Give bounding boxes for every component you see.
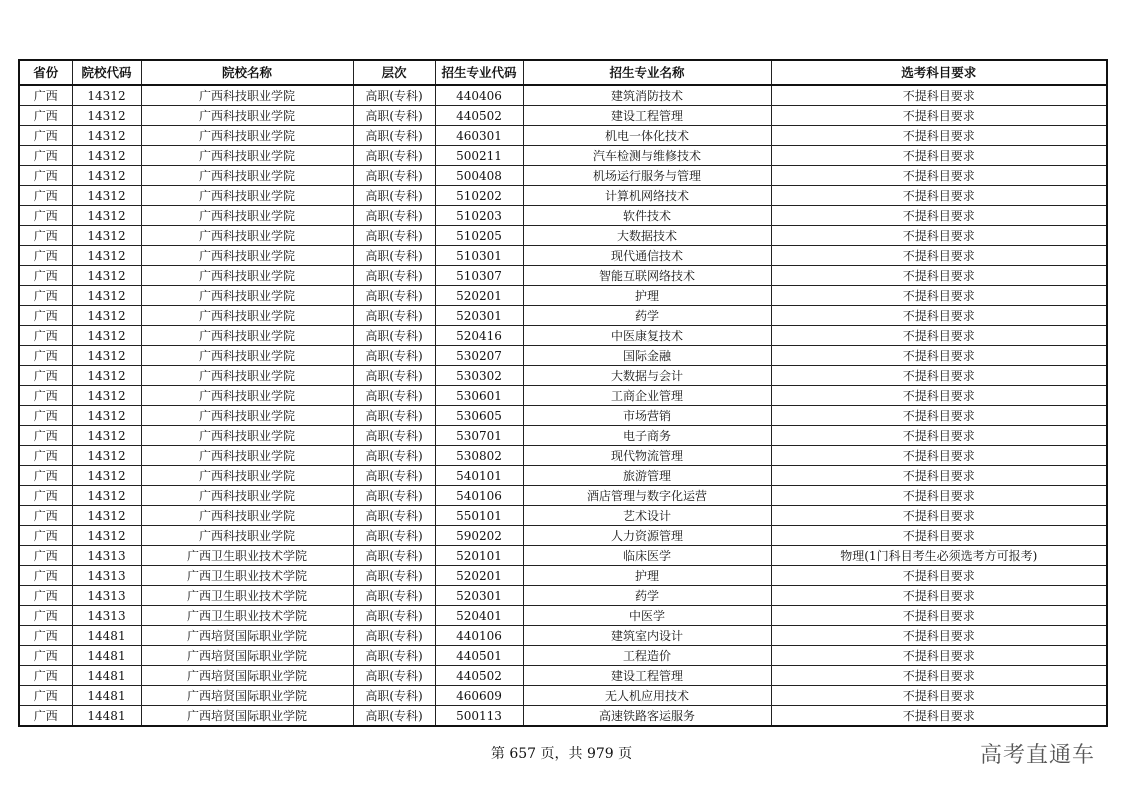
cell-level: 高职(专科) — [353, 306, 435, 326]
cell-subject-requirement: 不提科目要求 — [771, 266, 1107, 286]
cell-school-code: 14312 — [72, 366, 141, 386]
cell-subject-requirement: 不提科目要求 — [771, 606, 1107, 626]
cell-subject-requirement: 不提科目要求 — [771, 626, 1107, 646]
table-row — [19, 326, 1107, 346]
cell-major-code: 520416 — [435, 326, 523, 346]
cell-school-code: 14312 — [72, 286, 141, 306]
cell-subject-requirement: 不提科目要求 — [771, 586, 1107, 606]
cell-province: 广西 — [19, 286, 72, 306]
cell-school-code: 14312 — [72, 85, 141, 106]
cell-school-code: 14312 — [72, 146, 141, 166]
cell-level: 高职(专科) — [353, 346, 435, 366]
cell-major-name: 计算机网络技术 — [523, 186, 771, 206]
cell-level: 高职(专科) — [353, 326, 435, 346]
cell-level: 高职(专科) — [353, 486, 435, 506]
cell-school-name: 广西科技职业学院 — [141, 146, 353, 166]
cell-school-name: 广西卫生职业技术学院 — [141, 546, 353, 566]
cell-province: 广西 — [19, 266, 72, 286]
table-body — [19, 85, 1107, 726]
cell-school-name: 广西科技职业学院 — [141, 526, 353, 546]
table-row — [19, 606, 1107, 626]
cell-subject-requirement: 不提科目要求 — [771, 286, 1107, 306]
cell-major-code: 530605 — [435, 406, 523, 426]
cell-major-code: 530302 — [435, 366, 523, 386]
cell-school-name: 广西科技职业学院 — [141, 206, 353, 226]
table-row — [19, 146, 1107, 166]
cell-school-name: 广西科技职业学院 — [141, 406, 353, 426]
cell-school-name: 广西卫生职业技术学院 — [141, 566, 353, 586]
cell-subject-requirement: 不提科目要求 — [771, 226, 1107, 246]
cell-major-code: 520201 — [435, 566, 523, 586]
cell-major-name: 药学 — [523, 306, 771, 326]
cell-level: 高职(专科) — [353, 546, 435, 566]
cell-province: 广西 — [19, 226, 72, 246]
cell-province: 广西 — [19, 146, 72, 166]
cell-school-name: 广西科技职业学院 — [141, 426, 353, 446]
cell-province: 广西 — [19, 386, 72, 406]
cell-level: 高职(专科) — [353, 586, 435, 606]
cell-school-code: 14312 — [72, 166, 141, 186]
cell-subject-requirement: 不提科目要求 — [771, 666, 1107, 686]
cell-level: 高职(专科) — [353, 206, 435, 226]
cell-subject-requirement: 不提科目要求 — [771, 206, 1107, 226]
cell-major-code: 440502 — [435, 106, 523, 126]
cell-major-name: 旅游管理 — [523, 466, 771, 486]
cell-major-name: 人力资源管理 — [523, 526, 771, 546]
cell-province: 广西 — [19, 566, 72, 586]
table-row — [19, 646, 1107, 666]
cell-level: 高职(专科) — [353, 466, 435, 486]
cell-major-name: 现代通信技术 — [523, 246, 771, 266]
table-row — [19, 366, 1107, 386]
header-level: 层次 — [353, 60, 435, 85]
cell-province: 广西 — [19, 526, 72, 546]
table-row — [19, 266, 1107, 286]
table-row — [19, 506, 1107, 526]
cell-subject-requirement: 不提科目要求 — [771, 426, 1107, 446]
cell-level: 高职(专科) — [353, 286, 435, 306]
cell-province: 广西 — [19, 466, 72, 486]
cell-level: 高职(专科) — [353, 686, 435, 706]
cell-major-name: 建筑消防技术 — [523, 85, 771, 106]
cell-province: 广西 — [19, 706, 72, 727]
cell-level: 高职(专科) — [353, 506, 435, 526]
cell-major-code: 510307 — [435, 266, 523, 286]
cell-province: 广西 — [19, 106, 72, 126]
cell-province: 广西 — [19, 306, 72, 326]
watermark-logo: 高考直通车 — [979, 743, 1095, 768]
cell-major-code: 540101 — [435, 466, 523, 486]
cell-level: 高职(专科) — [353, 646, 435, 666]
table-row — [19, 126, 1107, 146]
header-province: 省份 — [19, 60, 72, 85]
cell-school-code: 14312 — [72, 266, 141, 286]
cell-subject-requirement: 不提科目要求 — [771, 106, 1107, 126]
cell-subject-requirement: 不提科目要求 — [771, 166, 1107, 186]
cell-major-code: 440502 — [435, 666, 523, 686]
cell-school-code: 14313 — [72, 566, 141, 586]
cell-subject-requirement: 物理(1门科目考生必须选考方可报考) — [771, 546, 1107, 566]
cell-subject-requirement: 不提科目要求 — [771, 526, 1107, 546]
cell-major-name: 现代物流管理 — [523, 446, 771, 466]
cell-province: 广西 — [19, 646, 72, 666]
cell-major-name: 护理 — [523, 566, 771, 586]
cell-subject-requirement: 不提科目要求 — [771, 486, 1107, 506]
cell-province: 广西 — [19, 246, 72, 266]
cell-province: 广西 — [19, 626, 72, 646]
cell-level: 高职(专科) — [353, 706, 435, 727]
cell-school-name: 广西培贤国际职业学院 — [141, 666, 353, 686]
cell-major-name: 工程造价 — [523, 646, 771, 666]
cell-province: 广西 — [19, 406, 72, 426]
cell-province: 广西 — [19, 126, 72, 146]
cell-school-name: 广西科技职业学院 — [141, 346, 353, 366]
table-row — [19, 566, 1107, 586]
cell-subject-requirement: 不提科目要求 — [771, 466, 1107, 486]
cell-subject-requirement: 不提科目要求 — [771, 706, 1107, 727]
cell-province: 广西 — [19, 586, 72, 606]
cell-school-code: 14312 — [72, 346, 141, 366]
cell-major-name: 艺术设计 — [523, 506, 771, 526]
cell-major-code: 540106 — [435, 486, 523, 506]
cell-school-code: 14481 — [72, 666, 141, 686]
header-subject-requirement: 选考科目要求 — [771, 60, 1107, 85]
cell-school-code: 14312 — [72, 106, 141, 126]
cell-major-code: 530802 — [435, 446, 523, 466]
cell-school-code: 14312 — [72, 486, 141, 506]
table-row — [19, 626, 1107, 646]
cell-subject-requirement: 不提科目要求 — [771, 406, 1107, 426]
cell-major-name: 软件技术 — [523, 206, 771, 226]
cell-major-code: 520301 — [435, 306, 523, 326]
table-row — [19, 686, 1107, 706]
cell-major-name: 药学 — [523, 586, 771, 606]
cell-major-code: 500211 — [435, 146, 523, 166]
table-row — [19, 286, 1107, 306]
cell-major-code: 510202 — [435, 186, 523, 206]
cell-school-name: 广西卫生职业技术学院 — [141, 586, 353, 606]
cell-level: 高职(专科) — [353, 666, 435, 686]
cell-major-name: 智能互联网络技术 — [523, 266, 771, 286]
cell-major-name: 大数据与会计 — [523, 366, 771, 386]
cell-major-code: 460609 — [435, 686, 523, 706]
cell-major-code: 510203 — [435, 206, 523, 226]
cell-major-code: 440406 — [435, 85, 523, 106]
cell-subject-requirement: 不提科目要求 — [771, 346, 1107, 366]
cell-major-name: 市场营销 — [523, 406, 771, 426]
cell-subject-requirement: 不提科目要求 — [771, 446, 1107, 466]
cell-subject-requirement: 不提科目要求 — [771, 366, 1107, 386]
cell-level: 高职(专科) — [353, 566, 435, 586]
table-row — [19, 426, 1107, 446]
cell-province: 广西 — [19, 186, 72, 206]
cell-school-code: 14312 — [72, 246, 141, 266]
cell-school-name: 广西科技职业学院 — [141, 166, 353, 186]
table-row — [19, 406, 1107, 426]
cell-major-code: 500113 — [435, 706, 523, 727]
cell-school-code: 14312 — [72, 506, 141, 526]
cell-subject-requirement: 不提科目要求 — [771, 686, 1107, 706]
cell-school-code: 14312 — [72, 186, 141, 206]
table-row — [19, 666, 1107, 686]
cell-level: 高职(专科) — [353, 386, 435, 406]
cell-major-code: 520301 — [435, 586, 523, 606]
cell-school-code: 14313 — [72, 606, 141, 626]
cell-province: 广西 — [19, 166, 72, 186]
cell-province: 广西 — [19, 85, 72, 106]
cell-school-name: 广西卫生职业技术学院 — [141, 606, 353, 626]
cell-school-name: 广西科技职业学院 — [141, 246, 353, 266]
cell-school-name: 广西科技职业学院 — [141, 266, 353, 286]
cell-major-name: 中医康复技术 — [523, 326, 771, 346]
cell-major-name: 机场运行服务与管理 — [523, 166, 771, 186]
table-row — [19, 586, 1107, 606]
cell-level: 高职(专科) — [353, 166, 435, 186]
cell-major-code: 440106 — [435, 626, 523, 646]
cell-school-name: 广西科技职业学院 — [141, 306, 353, 326]
cell-level: 高职(专科) — [353, 266, 435, 286]
cell-subject-requirement: 不提科目要求 — [771, 85, 1107, 106]
table-row — [19, 166, 1107, 186]
cell-school-code: 14481 — [72, 646, 141, 666]
cell-province: 广西 — [19, 666, 72, 686]
cell-province: 广西 — [19, 546, 72, 566]
cell-school-code: 14481 — [72, 686, 141, 706]
cell-level: 高职(专科) — [353, 406, 435, 426]
table-row — [19, 466, 1107, 486]
cell-school-name: 广西科技职业学院 — [141, 226, 353, 246]
cell-level: 高职(专科) — [353, 146, 435, 166]
cell-school-name: 广西科技职业学院 — [141, 326, 353, 346]
cell-level: 高职(专科) — [353, 106, 435, 126]
cell-major-name: 国际金融 — [523, 346, 771, 366]
cell-school-name: 广西科技职业学院 — [141, 186, 353, 206]
cell-province: 广西 — [19, 366, 72, 386]
header-school-name: 院校名称 — [141, 60, 353, 85]
cell-school-name: 广西科技职业学院 — [141, 85, 353, 106]
table-row — [19, 486, 1107, 506]
cell-major-name: 机电一体化技术 — [523, 126, 771, 146]
cell-school-name: 广西科技职业学院 — [141, 506, 353, 526]
cell-school-name: 广西培贤国际职业学院 — [141, 626, 353, 646]
table-row — [19, 706, 1107, 727]
cell-major-name: 酒店管理与数字化运营 — [523, 486, 771, 506]
cell-major-code: 440501 — [435, 646, 523, 666]
cell-school-code: 14312 — [72, 426, 141, 446]
cell-major-code: 510301 — [435, 246, 523, 266]
cell-major-name: 临床医学 — [523, 546, 771, 566]
header-row — [19, 60, 1107, 85]
cell-subject-requirement: 不提科目要求 — [771, 186, 1107, 206]
cell-province: 广西 — [19, 686, 72, 706]
cell-major-code: 530207 — [435, 346, 523, 366]
cell-school-code: 14313 — [72, 586, 141, 606]
cell-major-name: 高速铁路客运服务 — [523, 706, 771, 727]
cell-school-name: 广西培贤国际职业学院 — [141, 686, 353, 706]
cell-school-code: 14312 — [72, 226, 141, 246]
table-row — [19, 206, 1107, 226]
cell-level: 高职(专科) — [353, 626, 435, 646]
cell-school-code: 14312 — [72, 206, 141, 226]
cell-province: 广西 — [19, 486, 72, 506]
cell-subject-requirement: 不提科目要求 — [771, 506, 1107, 526]
table-row — [19, 106, 1107, 126]
cell-school-code: 14312 — [72, 386, 141, 406]
cell-major-code: 520201 — [435, 286, 523, 306]
cell-school-name: 广西科技职业学院 — [141, 286, 353, 306]
cell-school-code: 14312 — [72, 126, 141, 146]
table-row — [19, 526, 1107, 546]
cell-major-name: 护理 — [523, 286, 771, 306]
table-row — [19, 246, 1107, 266]
cell-major-code: 530601 — [435, 386, 523, 406]
cell-school-name: 广西科技职业学院 — [141, 486, 353, 506]
cell-level: 高职(专科) — [353, 426, 435, 446]
cell-major-code: 500408 — [435, 166, 523, 186]
cell-province: 广西 — [19, 346, 72, 366]
cell-major-name: 电子商务 — [523, 426, 771, 446]
cell-school-name: 广西科技职业学院 — [141, 126, 353, 146]
table-row — [19, 186, 1107, 206]
cell-major-name: 汽车检测与维修技术 — [523, 146, 771, 166]
cell-level: 高职(专科) — [353, 186, 435, 206]
cell-level: 高职(专科) — [353, 606, 435, 626]
cell-province: 广西 — [19, 426, 72, 446]
cell-major-code: 520401 — [435, 606, 523, 626]
cell-major-code: 460301 — [435, 126, 523, 146]
table-row — [19, 85, 1107, 106]
cell-level: 高职(专科) — [353, 226, 435, 246]
cell-major-code: 550101 — [435, 506, 523, 526]
cell-subject-requirement: 不提科目要求 — [771, 306, 1107, 326]
cell-major-name: 工商企业管理 — [523, 386, 771, 406]
cell-subject-requirement: 不提科目要求 — [771, 646, 1107, 666]
header-major-code: 招生专业代码 — [435, 60, 523, 85]
cell-subject-requirement: 不提科目要求 — [771, 566, 1107, 586]
cell-level: 高职(专科) — [353, 526, 435, 546]
cell-school-code: 14312 — [72, 326, 141, 346]
cell-subject-requirement: 不提科目要求 — [771, 126, 1107, 146]
cell-school-code: 14312 — [72, 306, 141, 326]
cell-school-code: 14312 — [72, 406, 141, 426]
cell-level: 高职(专科) — [353, 366, 435, 386]
cell-school-code: 14481 — [72, 626, 141, 646]
cell-major-code: 530701 — [435, 426, 523, 446]
cell-school-code: 14312 — [72, 526, 141, 546]
header-major-name: 招生专业名称 — [523, 60, 771, 85]
table-row — [19, 226, 1107, 246]
cell-level: 高职(专科) — [353, 446, 435, 466]
admissions-table — [18, 59, 1108, 727]
page-number: 第 657 页，共 979 页 — [490, 746, 633, 762]
cell-subject-requirement: 不提科目要求 — [771, 326, 1107, 346]
cell-level: 高职(专科) — [353, 85, 435, 106]
cell-school-code: 14312 — [72, 446, 141, 466]
cell-major-name: 建设工程管理 — [523, 106, 771, 126]
cell-major-name: 中医学 — [523, 606, 771, 626]
cell-province: 广西 — [19, 506, 72, 526]
cell-school-code: 14481 — [72, 706, 141, 727]
cell-school-code: 14313 — [72, 546, 141, 566]
cell-major-code: 590202 — [435, 526, 523, 546]
table-row — [19, 346, 1107, 366]
cell-school-name: 广西科技职业学院 — [141, 446, 353, 466]
cell-school-name: 广西科技职业学院 — [141, 366, 353, 386]
table-row — [19, 386, 1107, 406]
cell-major-code: 520101 — [435, 546, 523, 566]
cell-level: 高职(专科) — [353, 126, 435, 146]
cell-major-name: 建筑室内设计 — [523, 626, 771, 646]
cell-province: 广西 — [19, 206, 72, 226]
cell-school-name: 广西科技职业学院 — [141, 386, 353, 406]
cell-province: 广西 — [19, 606, 72, 626]
cell-school-name: 广西科技职业学院 — [141, 466, 353, 486]
table-row — [19, 446, 1107, 466]
header-school-code: 院校代码 — [72, 60, 141, 85]
table-row — [19, 546, 1107, 566]
cell-level: 高职(专科) — [353, 246, 435, 266]
table-row — [19, 306, 1107, 326]
cell-subject-requirement: 不提科目要求 — [771, 246, 1107, 266]
cell-school-name: 广西培贤国际职业学院 — [141, 646, 353, 666]
cell-school-name: 广西培贤国际职业学院 — [141, 706, 353, 727]
cell-major-code: 510205 — [435, 226, 523, 246]
cell-province: 广西 — [19, 446, 72, 466]
cell-school-name: 广西科技职业学院 — [141, 106, 353, 126]
cell-subject-requirement: 不提科目要求 — [771, 386, 1107, 406]
cell-province: 广西 — [19, 326, 72, 346]
cell-subject-requirement: 不提科目要求 — [771, 146, 1107, 166]
cell-school-code: 14312 — [72, 466, 141, 486]
table-header — [19, 60, 1107, 85]
cell-major-name: 无人机应用技术 — [523, 686, 771, 706]
cell-major-name: 大数据技术 — [523, 226, 771, 246]
cell-major-name: 建设工程管理 — [523, 666, 771, 686]
